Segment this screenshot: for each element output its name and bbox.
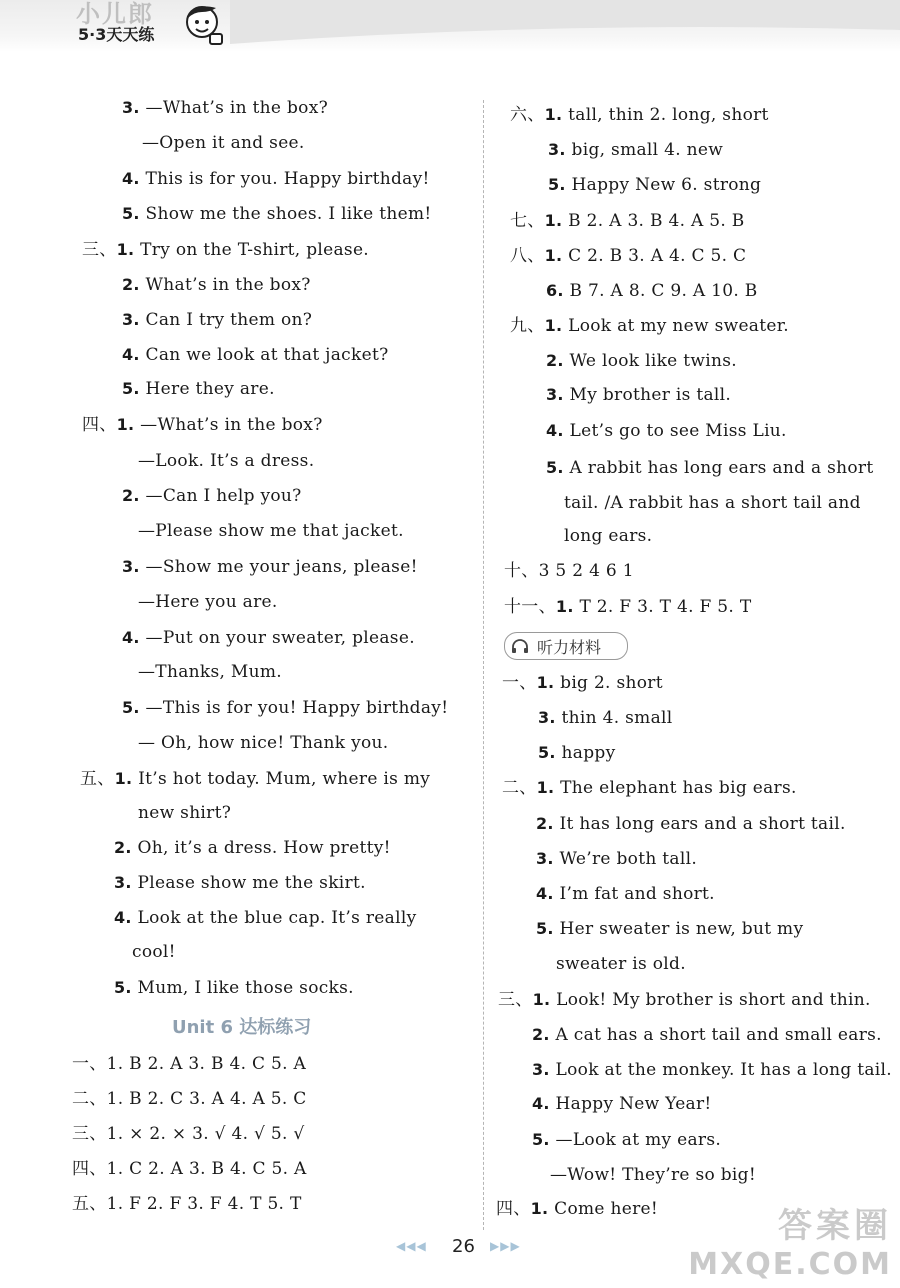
answer-text: A cat has a short tail and small ears. — [555, 1025, 882, 1045]
item-number: 2. — [122, 486, 140, 505]
answer-line — [82, 414, 323, 436]
section-marker: 十、 — [504, 561, 539, 581]
answer-text: I’m fat and short. — [559, 884, 715, 904]
answer-text: This is for you. Happy birthday! — [145, 169, 430, 189]
answer-line — [510, 210, 745, 232]
headphones-icon — [511, 638, 529, 654]
item-number: 5. — [548, 175, 566, 194]
listening-badge — [504, 632, 628, 660]
answer-text: — Oh, how nice! Thank you. — [138, 733, 389, 753]
answer-text: A rabbit has long ears and a short — [569, 458, 874, 478]
answer-text: tall, thin 2. long, short — [568, 105, 769, 125]
answer-text: —Here you are. — [138, 592, 278, 612]
item-number: 1. — [544, 246, 563, 265]
answer-text: We’re both tall. — [559, 849, 698, 869]
item-number: 5. — [122, 204, 140, 223]
item-number: 5. — [532, 1130, 550, 1149]
answer-line — [548, 139, 723, 161]
answer-text: Try on the T-shirt, please. — [140, 240, 370, 260]
answer-line — [114, 977, 354, 999]
answer-text: —Show me your jeans, please! — [145, 557, 418, 577]
answer-line — [504, 560, 634, 582]
answer-text: C 2. B 3. A 4. C 5. C — [568, 246, 747, 266]
answer-line — [548, 174, 761, 196]
section-marker: 七、 — [510, 211, 545, 231]
item-number: 2. — [536, 814, 554, 833]
answer-text: The elephant has big ears. — [560, 778, 797, 798]
section-marker: 一、 — [72, 1054, 107, 1074]
answer-line — [122, 274, 311, 296]
answer-line — [538, 707, 672, 729]
answer-text: 3 5 2 4 6 1 — [538, 561, 634, 581]
answer-line — [72, 1193, 302, 1215]
column-divider — [483, 100, 484, 1230]
answer-text: It has long ears and a short tail. — [559, 814, 846, 834]
answer-text: Look at the monkey. It has a long tail. — [555, 1060, 892, 1080]
item-number: 2. — [532, 1025, 550, 1044]
item-number: 1. — [536, 778, 555, 797]
listening-badge-label: 听力材料 — [537, 638, 602, 657]
answer-line — [122, 485, 302, 507]
answer-line — [122, 309, 312, 331]
item-number: 1. — [536, 673, 555, 692]
answer-line — [510, 315, 789, 337]
item-number: 1. — [544, 105, 563, 124]
item-number: 1. — [555, 597, 574, 616]
section-marker: 一、 — [502, 673, 537, 693]
section-marker: 五、 — [72, 1194, 107, 1214]
answer-text: Let’s go to see Miss Liu. — [569, 421, 787, 441]
answer-text: We look like twins. — [569, 351, 737, 371]
section-marker: 二、 — [72, 1089, 107, 1109]
answer-line — [550, 1164, 756, 1186]
answer-text: 1. B 2. A 3. B 4. C 5. A — [106, 1054, 307, 1074]
answer-line — [138, 661, 282, 683]
answer-line — [72, 1053, 306, 1075]
answer-text: big 2. short — [560, 673, 663, 693]
section-marker: 八、 — [510, 246, 545, 266]
section-marker: 三、 — [82, 240, 117, 260]
answer-line — [122, 344, 389, 366]
next-arrows-icon: ▶▶▶ — [490, 1239, 521, 1253]
answer-line — [138, 520, 404, 542]
item-number: 4. — [546, 421, 564, 440]
answer-line — [138, 732, 389, 754]
answer-line — [546, 384, 731, 406]
answer-text: 1. × 2. × 3. √ 4. √ 5. √ — [106, 1124, 305, 1144]
answer-line — [72, 1088, 307, 1110]
answer-line — [498, 989, 871, 1011]
answer-line — [564, 492, 861, 514]
answer-line — [114, 907, 416, 929]
answer-line — [114, 872, 366, 894]
item-number: 2. — [546, 351, 564, 370]
answer-text: 1. F 2. F 3. F 4. T 5. T — [106, 1194, 302, 1214]
answer-line — [546, 280, 758, 302]
item-number: 5. — [114, 978, 132, 997]
section-marker: 四、 — [72, 1159, 107, 1179]
answer-line — [502, 777, 797, 799]
answer-line — [532, 1093, 712, 1115]
item-number: 4. — [114, 908, 132, 927]
answer-line — [72, 1158, 307, 1180]
item-number: 1. — [116, 415, 135, 434]
watermark-text: 答案圈 — [778, 1206, 892, 1246]
item-number: 3. — [114, 873, 132, 892]
answer-text: Can I try them on? — [145, 310, 313, 330]
mascot-boy-icon — [180, 0, 228, 48]
answer-line — [138, 802, 231, 824]
answer-text: B 7. A 8. C 9. A 10. B — [569, 281, 758, 301]
item-number: 3. — [548, 140, 566, 159]
answer-text: 1. C 2. A 3. B 4. C 5. A — [106, 1159, 307, 1179]
item-number: 1. — [544, 316, 563, 335]
answer-text: Show me the shoes. I like them! — [145, 204, 432, 224]
answer-line — [510, 104, 769, 126]
answer-line — [122, 168, 430, 190]
item-number: 3. — [532, 1060, 550, 1079]
answer-text: —Look. It’s a dress. — [138, 451, 315, 471]
answer-text: Happy New Year! — [555, 1094, 712, 1114]
answer-line — [122, 697, 448, 719]
answer-line — [532, 1059, 892, 1081]
answer-line — [536, 813, 846, 835]
answer-text: Her sweater is new, but my — [559, 919, 804, 939]
item-number: 3. — [538, 708, 556, 727]
answer-text: —Thanks, Mum. — [138, 662, 282, 682]
item-number: 1. — [532, 990, 551, 1009]
answer-line — [72, 1123, 305, 1145]
item-number: 3. — [122, 310, 140, 329]
answer-text: T 2. F 3. T 4. F 5. T — [579, 597, 752, 617]
answer-text: new shirt? — [138, 803, 232, 823]
answer-line — [502, 672, 663, 694]
brand-logo-title: 小儿郎 — [76, 0, 154, 28]
item-number: 2. — [122, 275, 140, 294]
watermark — [688, 1198, 892, 1282]
section-marker: 四、 — [82, 415, 117, 435]
answer-text: tail. /A rabbit has a short tail and — [564, 493, 861, 513]
item-number: 3. — [536, 849, 554, 868]
item-number: 5. — [546, 458, 564, 477]
item-number: 3. — [122, 98, 140, 117]
item-number: 4. — [122, 169, 140, 188]
answer-text: cool! — [132, 942, 176, 962]
answer-line — [546, 457, 873, 479]
section-marker: 十一、 — [504, 597, 556, 617]
answer-line — [564, 525, 652, 547]
answer-line — [122, 627, 415, 649]
section-marker: 三、 — [72, 1124, 107, 1144]
section-marker: 六、 — [510, 105, 545, 125]
item-number: 3. — [546, 385, 564, 404]
answer-text: —Wow! They’re so big! — [550, 1165, 756, 1185]
answer-line — [138, 591, 278, 613]
item-number: 4. — [532, 1094, 550, 1113]
item-number: 5. — [122, 698, 140, 717]
item-number: 1. — [116, 240, 135, 259]
item-number: 5. — [538, 743, 556, 762]
answer-line — [546, 420, 787, 442]
answer-text: thin 4. small — [561, 708, 673, 728]
item-number: 1. — [544, 211, 563, 230]
answer-text: —Please show me that jacket. — [138, 521, 404, 541]
answer-line — [556, 953, 686, 975]
answer-line — [132, 941, 176, 963]
answer-text: —Look at my ears. — [555, 1130, 722, 1150]
answer-text: —Put on your sweater, please. — [145, 628, 415, 648]
answer-text: happy — [561, 743, 616, 763]
answer-line — [122, 378, 275, 400]
item-number: 5. — [122, 379, 140, 398]
answer-text: Happy New 6. strong — [571, 175, 762, 195]
answer-text: Mum, I like those socks. — [137, 978, 354, 998]
answer-line — [510, 245, 746, 267]
answer-line — [82, 239, 369, 261]
item-number: 2. — [114, 838, 132, 857]
answer-text: long ears. — [564, 526, 653, 546]
answer-line — [142, 132, 305, 154]
answer-line — [536, 883, 715, 905]
answer-line — [122, 556, 418, 578]
page-number: 26 — [452, 1236, 475, 1257]
answer-text: What’s in the box? — [145, 275, 311, 295]
section-marker: 四、 — [496, 1199, 531, 1219]
answer-line — [496, 1198, 658, 1220]
answer-text: Can we look at that jacket? — [145, 345, 389, 365]
answer-text: —What’s in the box? — [140, 415, 323, 435]
answer-text: —This is for you! Happy birthday! — [145, 698, 449, 718]
section-marker: 五、 — [80, 769, 115, 789]
prev-arrows-icon: ◀◀◀ — [396, 1239, 427, 1253]
answer-line — [532, 1129, 721, 1151]
brand-logo-subtitle: 5·3天天练 — [78, 25, 155, 44]
item-number: 6. — [546, 281, 564, 300]
section-marker: 九、 — [510, 316, 545, 336]
item-number: 1. — [114, 769, 133, 788]
answer-text: Come here! — [554, 1199, 658, 1219]
item-number: 4. — [536, 884, 554, 903]
item-number: 3. — [122, 557, 140, 576]
answer-line — [532, 1024, 882, 1046]
item-number: 5. — [536, 919, 554, 938]
answer-line — [546, 350, 737, 372]
answer-text: big, small 4. new — [571, 140, 724, 160]
answer-line — [538, 742, 615, 764]
answer-text: Here they are. — [145, 379, 275, 399]
answer-line — [536, 848, 697, 870]
section-marker: 二、 — [502, 778, 537, 798]
answer-line — [138, 450, 314, 472]
answer-text: 1. B 2. C 3. A 4. A 5. C — [106, 1089, 307, 1109]
answer-text: Please show me the skirt. — [137, 873, 366, 893]
answer-line — [122, 97, 328, 119]
answer-text: Oh, it’s a dress. How pretty! — [137, 838, 391, 858]
item-number: 1. — [530, 1199, 549, 1218]
section-marker: 三、 — [498, 990, 533, 1010]
item-number: 4. — [122, 628, 140, 647]
answer-text: B 2. A 3. B 4. A 5. B — [568, 211, 745, 231]
answer-text: —What’s in the box? — [145, 98, 329, 118]
answer-text: Look at my new sweater. — [568, 316, 789, 336]
answer-text: sweater is old. — [556, 954, 686, 974]
unit-heading: Unit 6 达标练习 — [172, 1017, 312, 1038]
answer-line — [504, 596, 751, 618]
answer-text: —Can I help you? — [145, 486, 302, 506]
answer-text: It’s hot today. Mum, where is my — [138, 769, 431, 789]
answer-text: Look! My brother is short and thin. — [556, 990, 871, 1010]
watermark-url: MXQE.COM — [688, 1247, 892, 1282]
answer-line — [122, 203, 432, 225]
answer-text: Look at the blue cap. It’s really — [137, 908, 417, 928]
answer-line — [536, 918, 803, 940]
item-number: 4. — [122, 345, 140, 364]
answer-text: My brother is tall. — [569, 385, 732, 405]
answer-line — [80, 768, 430, 790]
answer-text: —Open it and see. — [142, 133, 305, 153]
answer-line — [114, 837, 391, 859]
